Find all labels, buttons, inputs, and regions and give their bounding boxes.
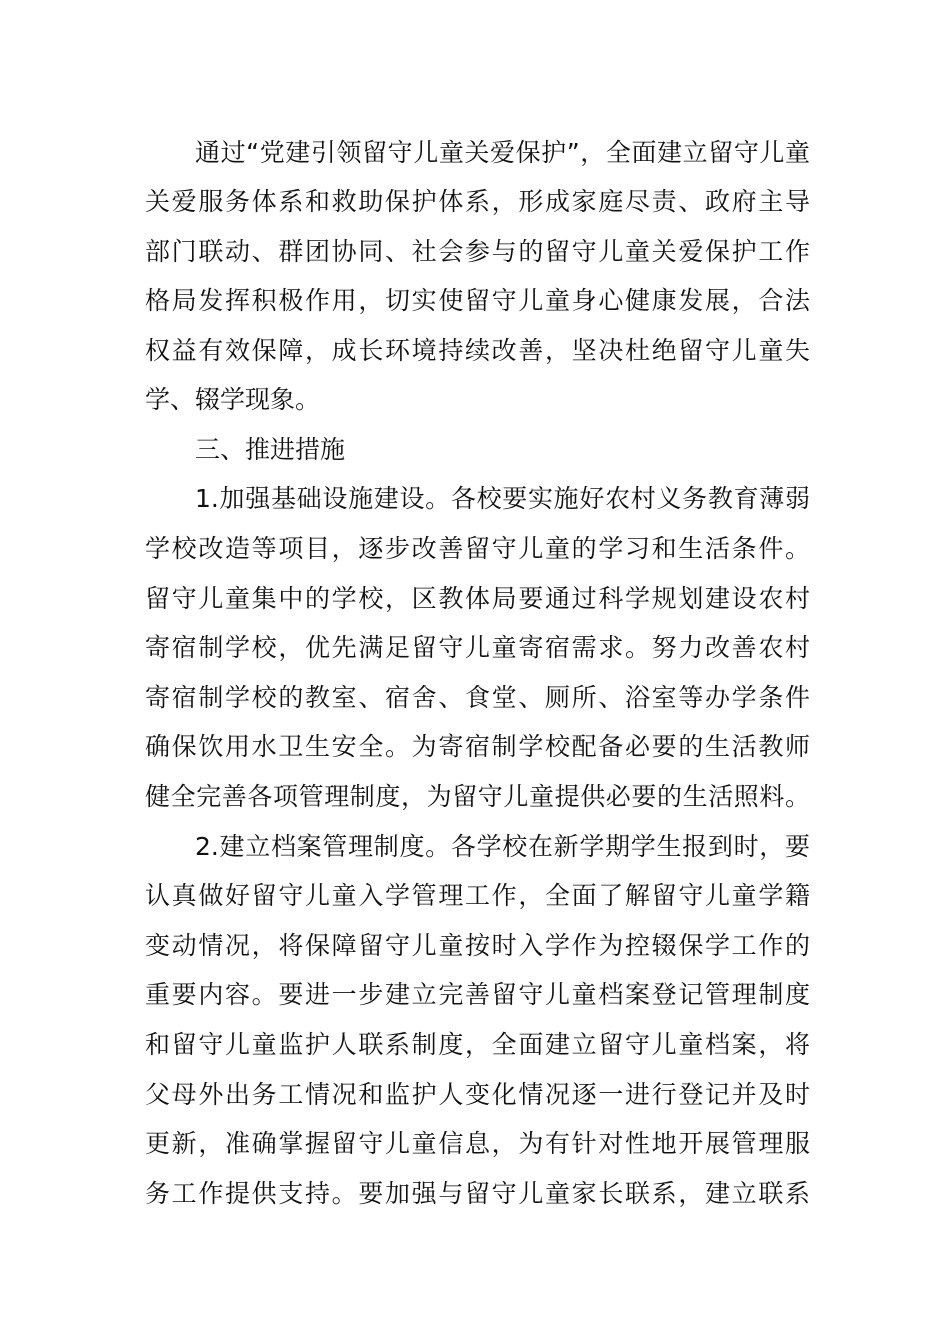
paragraph-line: 健全完善各项管理制度，为留守儿童提供必要的生活照料。 xyxy=(145,782,810,811)
paragraph-line: 留守儿童集中的学校，区教体局要通过科学规划建设农村 xyxy=(145,584,810,613)
paragraph-line: 部门联动、群团协同、社会参与的留守儿童关爱保护工作 xyxy=(145,237,810,266)
paragraph-line: 关爱服务体系和救助保护体系，形成家庭尽责、政府主导 xyxy=(145,187,810,216)
paragraph-line: 格局发挥积极作用，切实使留守儿童身心健康发展，合法 xyxy=(145,286,810,315)
paragraph-line: 认真做好留守儿童入学管理工作，全面了解留守儿童学籍 xyxy=(145,881,810,910)
paragraph-line: 确保饮用水卫生安全。为寄宿制学校配备必要的生活教师 xyxy=(145,732,810,761)
paragraph-line: 务工作提供支持。要加强与留守儿童家长联系，建立联系 xyxy=(145,1179,810,1208)
paragraph-line: 寄宿制学校，优先满足留守儿童寄宿需求。努力改善农村 xyxy=(145,633,810,662)
paragraph-line: 更新，准确掌握留守儿童信息，为有针对性地开展管理服 xyxy=(145,1129,810,1158)
paragraph-line: 权益有效保障，成长环境持续改善，坚决杜绝留守儿童失 xyxy=(145,336,810,365)
section-heading: 三、推进措施 xyxy=(195,435,346,464)
paragraph-line: 变动情况，将保障留守儿童按时入学作为控辍保学工作的 xyxy=(145,931,810,960)
paragraph-line: 学校改造等项目，逐步改善留守儿童的学习和生活条件。 xyxy=(145,534,810,563)
paragraph-line: 和留守儿童监护人联系制度，全面建立留守儿童档案，将 xyxy=(145,1030,810,1059)
paragraph-line: 1.加强基础设施建设。各校要实施好农村义务教育薄弱 xyxy=(195,484,810,513)
paragraph-line: 2.建立档案管理制度。各学校在新学期学生报到时，要 xyxy=(195,832,810,861)
paragraph-line: 通过“党建引领留守儿童关爱保护”，全面建立留守儿童 xyxy=(195,138,810,167)
paragraph-line: 父母外出务工情况和监护人变化情况逐一进行登记并及时 xyxy=(145,1080,810,1109)
paragraph-line: 重要内容。要进一步建立完善留守儿童档案登记管理制度 xyxy=(145,980,810,1009)
paragraph-line: 寄宿制学校的教室、宿舍、食堂、厕所、浴室等办学条件 xyxy=(145,683,810,712)
paragraph-line: 学、辍学现象。 xyxy=(145,385,321,414)
